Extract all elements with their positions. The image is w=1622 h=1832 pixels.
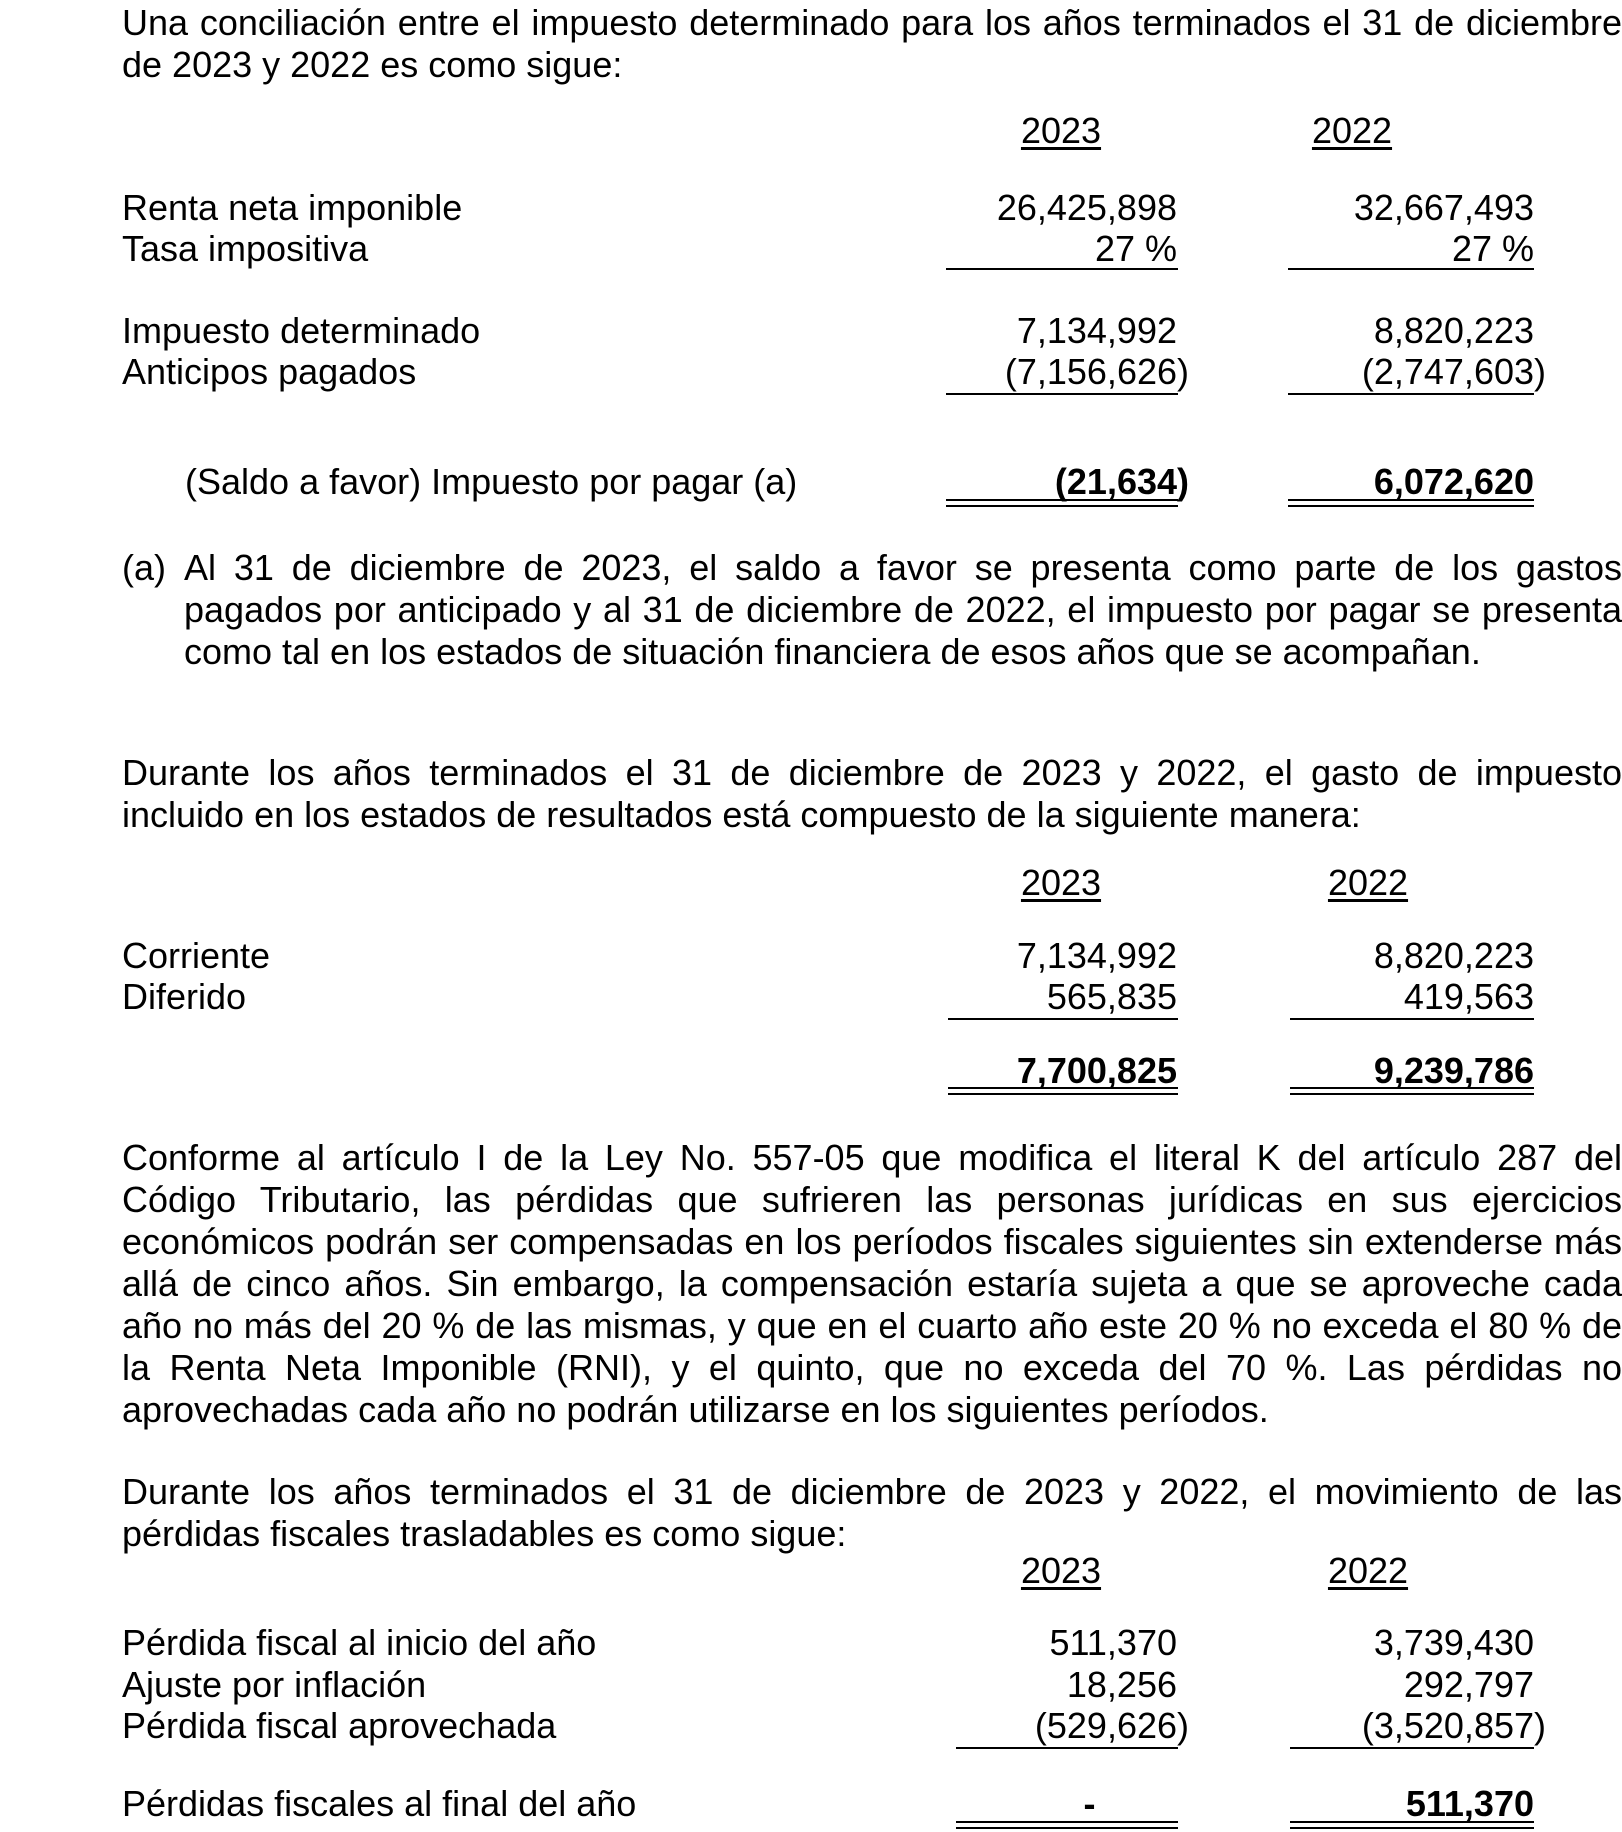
footnote-text: Al 31 de diciembre de 2023, el saldo a favor se presenta como parte de los gastos pagados por anticipado y al 31 de diciembre de 2022, el impuesto por pagar se presenta como tal en los estados de situación financiera de esos años que se acompañan. bbox=[184, 547, 1622, 672]
row-label: Ajuste por inflación bbox=[122, 1664, 427, 1705]
value-2022: 8,820,223 bbox=[1373, 310, 1534, 351]
reconciliation-header-row bbox=[122, 110, 1622, 152]
value-2023: 511,370 bbox=[1049, 1622, 1177, 1663]
table-row bbox=[122, 187, 1622, 229]
value-2023: - bbox=[1083, 1783, 1096, 1824]
subtotal-rule bbox=[1290, 1747, 1534, 1749]
law-paragraph: Conforme al artículo I de la Ley No. 557-05 que modifica el literal K del artículo 287 del Código Tributario, las pérdidas que sufrieren las personas jurídicas en sus ejercicios económicos podrán ser compensadas en los períodos fiscales siguientes sin extenderse más allá de cinco años. Sin embargo, la compensación estaría sujeta a que se aproveche cada año no más del 20 % de las mismas, y que en el cuarto año este 20 % no exceda el 80 % de la Renta Neta Imponible (RNI), y el quinto, que no exceda del 70 %. Las pérdidas no aprovechadas cada año no podrán utilizarse en los siguientes períodos. bbox=[122, 1137, 1622, 1430]
value-2023: 7,134,992 bbox=[1016, 310, 1177, 351]
value-2023: 7,700,825 bbox=[1016, 1050, 1177, 1091]
header-year-2023: 2023 bbox=[1020, 110, 1102, 151]
row-label: (Saldo a favor) Impuesto por pagar (a) bbox=[185, 461, 798, 502]
value-2022: 511,370 bbox=[1405, 1783, 1534, 1824]
table-row bbox=[122, 1664, 1622, 1706]
value-2022: 8,820,223 bbox=[1373, 935, 1534, 976]
header-year-2022: 2022 bbox=[1327, 1550, 1409, 1591]
row-label: Pérdidas fiscales al final del año bbox=[122, 1783, 637, 1824]
value-2023: 18,256 bbox=[1066, 1664, 1177, 1705]
value-2022: (3,520,857) bbox=[1361, 1705, 1546, 1746]
value-2023: (529,626) bbox=[1034, 1705, 1189, 1746]
subtotal-rule bbox=[956, 1747, 1178, 1749]
subtotal-rule bbox=[948, 1018, 1178, 1020]
subtotal-rule bbox=[1288, 393, 1534, 395]
table-row bbox=[122, 1705, 1622, 1747]
value-2023: (21,634) bbox=[1054, 461, 1189, 502]
header-year-2022: 2022 bbox=[1327, 862, 1409, 903]
row-label: Impuesto determinado bbox=[122, 310, 481, 351]
total-double-rule bbox=[948, 1087, 1178, 1095]
total-row bbox=[122, 1050, 1622, 1092]
value-2022: 292,797 bbox=[1403, 1664, 1534, 1705]
losses-header-row bbox=[122, 1550, 1622, 1592]
header-year-2022: 2022 bbox=[1311, 110, 1393, 151]
value-2022: 419,563 bbox=[1403, 976, 1534, 1017]
value-2022: 6,072,620 bbox=[1373, 461, 1534, 502]
value-2022: 3,739,430 bbox=[1373, 1622, 1534, 1663]
value-2022: (2,747,603) bbox=[1361, 351, 1546, 392]
row-label: Pérdida fiscal aprovechada bbox=[122, 1705, 557, 1746]
table-row bbox=[122, 976, 1622, 1018]
subtotal-rule bbox=[1290, 1018, 1534, 1020]
total-row bbox=[122, 1783, 1622, 1825]
intro-paragraph: Una conciliación entre el impuesto determinado para los años terminados el 31 de diciembre de 2023 y 2022 es como sigue: bbox=[122, 2, 1622, 85]
table-row bbox=[122, 935, 1622, 977]
value-2023: 7,134,992 bbox=[1016, 935, 1177, 976]
table-row bbox=[122, 228, 1622, 270]
total-double-rule bbox=[1290, 1821, 1534, 1829]
total-double-rule bbox=[1290, 1087, 1534, 1095]
total-double-rule bbox=[946, 499, 1178, 507]
row-label: Tasa impositiva bbox=[122, 228, 369, 269]
row-label: Anticipos pagados bbox=[122, 351, 417, 392]
expense-header-row bbox=[122, 862, 1622, 904]
total-row bbox=[122, 461, 1622, 503]
row-label: Corriente bbox=[122, 935, 271, 976]
footnote-marker: (a) bbox=[122, 547, 166, 588]
expense-paragraph: Durante los años terminados el 31 de diciembre de 2023 y 2022, el gasto de impuesto incluido en los estados de resultados está compuesto de la siguiente manera: bbox=[122, 752, 1622, 835]
header-year-2023: 2023 bbox=[1020, 862, 1102, 903]
total-double-rule bbox=[956, 1821, 1178, 1829]
subtotal-rule bbox=[1288, 268, 1534, 270]
total-double-rule bbox=[1288, 499, 1534, 507]
value-2023: 27 % bbox=[1094, 228, 1177, 269]
value-2023: (7,156,626) bbox=[1004, 351, 1189, 392]
value-2022: 27 % bbox=[1451, 228, 1534, 269]
row-label: Renta neta imponible bbox=[122, 187, 463, 228]
table-row bbox=[122, 351, 1622, 393]
row-label: Diferido bbox=[122, 976, 247, 1017]
row-label: Pérdida fiscal al inicio del año bbox=[122, 1622, 597, 1663]
table-row bbox=[122, 310, 1622, 352]
value-2023: 565,835 bbox=[1046, 976, 1177, 1017]
subtotal-rule bbox=[946, 268, 1178, 270]
value-2022: 32,667,493 bbox=[1353, 187, 1534, 228]
value-2022: 9,239,786 bbox=[1373, 1050, 1534, 1091]
value-2023: 26,425,898 bbox=[996, 187, 1177, 228]
table-row bbox=[122, 1622, 1622, 1664]
subtotal-rule bbox=[946, 393, 1178, 395]
header-year-2023: 2023 bbox=[1020, 1550, 1102, 1591]
losses-paragraph: Durante los años terminados el 31 de diciembre de 2023 y 2022, el movimiento de las pérdidas fiscales trasladables es como sigue: bbox=[122, 1471, 1622, 1554]
